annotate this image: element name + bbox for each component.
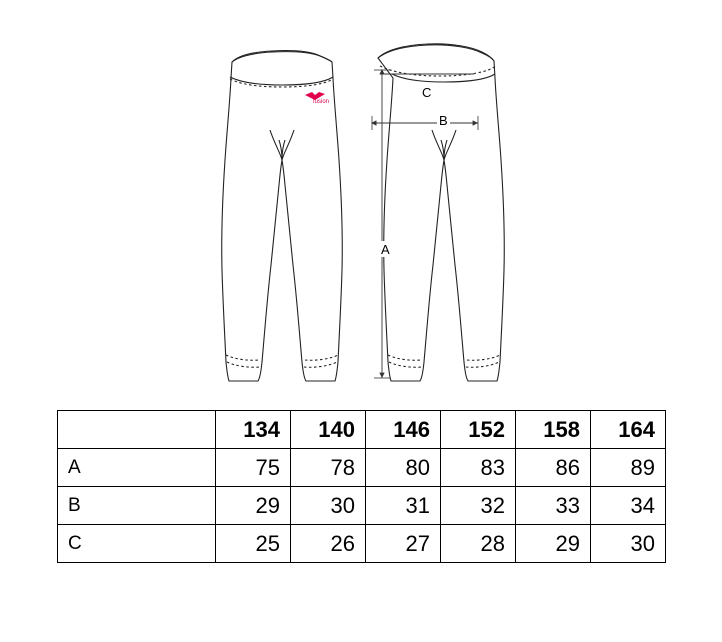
cell-A-134: 75 bbox=[216, 449, 291, 487]
cell-B-134: 29 bbox=[216, 487, 291, 525]
front-view bbox=[222, 51, 343, 381]
size-header-158: 158 bbox=[516, 411, 591, 449]
size-header-146: 146 bbox=[366, 411, 441, 449]
front-waistband-seam bbox=[230, 79, 333, 87]
row-label-A: A bbox=[58, 449, 216, 487]
size-table bbox=[57, 410, 666, 563]
size-header-164: 164 bbox=[591, 411, 666, 449]
row-label-B: B bbox=[58, 487, 216, 525]
size-table-container bbox=[57, 410, 665, 563]
cell-A-146: 80 bbox=[366, 449, 441, 487]
table-corner-cell bbox=[58, 411, 216, 449]
cell-C-152: 28 bbox=[441, 525, 516, 563]
back-left-ankle-seam2 bbox=[389, 362, 422, 367]
cell-B-152: 32 bbox=[441, 487, 516, 525]
measure-label-A: A bbox=[381, 242, 390, 257]
brand-text: fusion bbox=[313, 99, 330, 105]
back-right-ankle-seam2 bbox=[466, 362, 499, 367]
table-row bbox=[58, 449, 666, 487]
size-header-134: 134 bbox=[216, 411, 291, 449]
brand-logo-icon bbox=[305, 92, 329, 105]
back-left-ankle-seam bbox=[388, 355, 421, 360]
front-left-ankle-seam bbox=[226, 355, 259, 360]
back-crotch-seam bbox=[441, 140, 447, 160]
table-header-row bbox=[58, 411, 666, 449]
measure-label-C: C bbox=[422, 85, 432, 100]
back-waistband-top bbox=[378, 45, 494, 61]
cell-C-146: 27 bbox=[366, 525, 441, 563]
cell-C-164: 30 bbox=[591, 525, 666, 563]
cell-A-158: 86 bbox=[516, 449, 591, 487]
cell-A-164: 89 bbox=[591, 449, 666, 487]
back-outline bbox=[378, 44, 504, 381]
front-waistband-top bbox=[232, 52, 332, 62]
measurement-labels bbox=[378, 84, 450, 257]
back-view bbox=[378, 44, 504, 381]
cell-B-140: 30 bbox=[291, 487, 366, 525]
front-left-ankle-seam2 bbox=[227, 362, 260, 367]
cell-A-152: 83 bbox=[441, 449, 516, 487]
front-right-ankle-seam bbox=[305, 355, 338, 360]
front-right-ankle-seam2 bbox=[304, 362, 337, 367]
row-label-C: C bbox=[58, 525, 216, 563]
cell-A-140: 78 bbox=[291, 449, 366, 487]
cell-C-140: 26 bbox=[291, 525, 366, 563]
cell-B-164: 34 bbox=[591, 487, 666, 525]
back-right-ankle-seam bbox=[467, 355, 500, 360]
measure-label-B: B bbox=[439, 113, 448, 128]
cell-B-146: 31 bbox=[366, 487, 441, 525]
cell-C-158: 29 bbox=[516, 525, 591, 563]
back-waistband-seam bbox=[380, 66, 496, 76]
front-crotch-seam bbox=[279, 140, 285, 160]
table-row bbox=[58, 487, 666, 525]
cell-C-134: 25 bbox=[216, 525, 291, 563]
back-waistband-bottom bbox=[392, 74, 495, 82]
size-header-140: 140 bbox=[291, 411, 366, 449]
size-header-152: 152 bbox=[441, 411, 516, 449]
cell-B-158: 33 bbox=[516, 487, 591, 525]
measurement-arrows bbox=[372, 70, 478, 378]
table-row bbox=[58, 525, 666, 563]
